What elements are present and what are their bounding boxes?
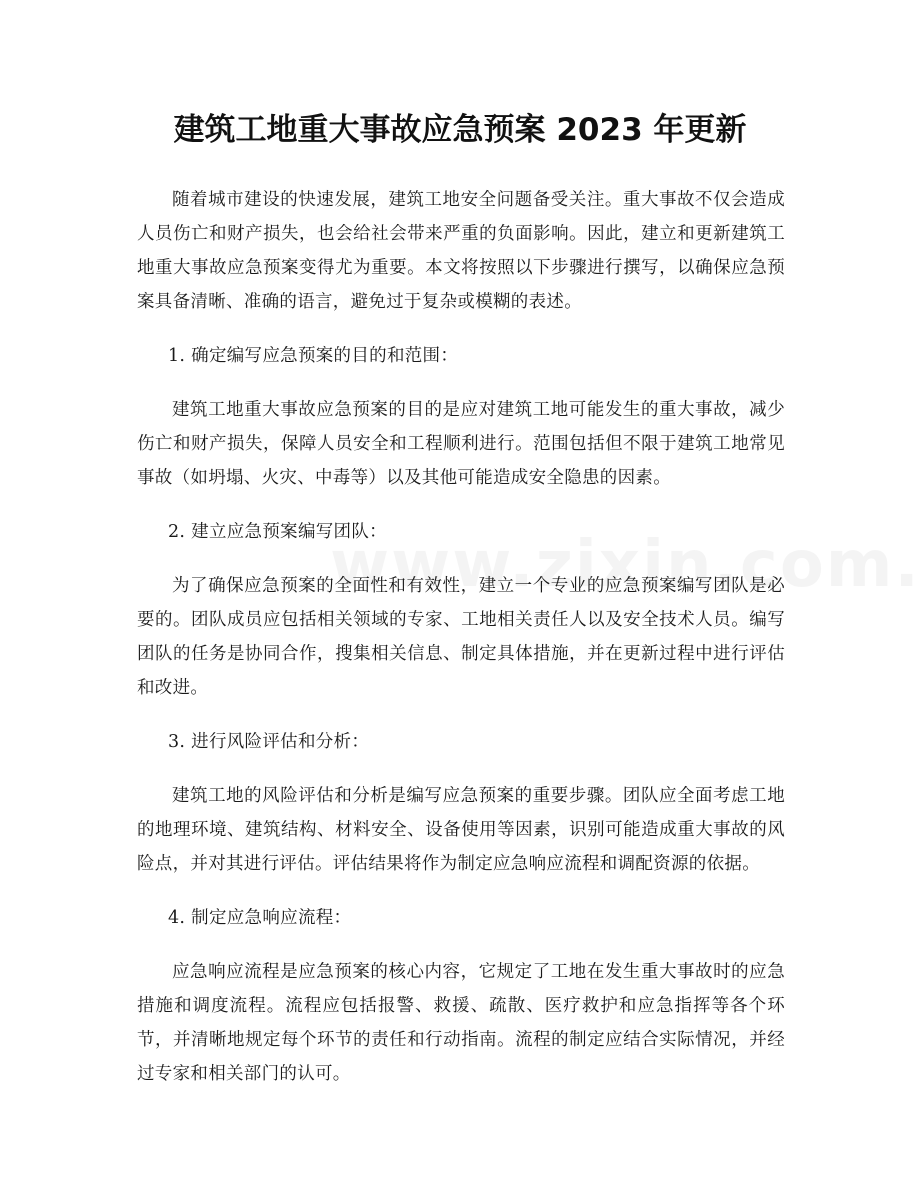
section-heading-1: 1. 确定编写应急预案的目的和范围： xyxy=(168,346,459,366)
intro-paragraph: 随着城市建设的快速发展，建筑工地安全问题备受关注。重大事故不仅会造成人员伤亡和财产损失，也会给社会带来严重的负面影响。因此，建立和更新建筑工地重大事故应急预案变得尤为重要。本文将按照以下步骤进行撰写，以确保应急预案具备清晰、准确的语言，避免过于复杂或模糊的表述。 xyxy=(137,190,785,312)
section-heading-3: 3. 进行风险评估和分析： xyxy=(168,732,370,752)
section-body-4: 应急响应流程是应急预案的核心内容，它规定了工地在发生重大事故时的应急措施和调度流程。流程应包括报警、救援、疏散、医疗救护和应急指挥等各个环节，并清晰地规定每个环节的责任和行动指南。流程的制定应结合实际情况，并经过专家和相关部门的认可。 xyxy=(137,962,785,1084)
section-body-1: 建筑工地重大事故应急预案的目的是应对建筑工地可能发生的重大事故，减少伤亡和财产损失，保障人员安全和工程顺利进行。范围包括但不限于建筑工地常见事故（如坍塌、火灾、中毒等）以及其他可能造成安全隐患的因素。 xyxy=(137,400,785,488)
section-body-2: 为了确保应急预案的全面性和有效性，建立一个专业的应急预案编写团队是必要的。团队成员应包括相关领域的专家、工地相关责任人以及安全技术人员。编写团队的任务是协同合作，搜集相关信息、制定具体措施，并在更新过程中进行评估和改进。 xyxy=(137,576,785,698)
page-title: 建筑工地重大事故应急预案 2023 年更新 xyxy=(173,112,747,148)
section-heading-4: 4. 制定应急响应流程： xyxy=(168,908,352,928)
section-heading-2: 2. 建立应急预案编写团队： xyxy=(168,522,387,542)
document-body xyxy=(137,183,785,1091)
section-body-3: 建筑工地的风险评估和分析是编写应急预案的重要步骤。团队应全面考虑工地的地理环境、建筑结构、材料安全、设备使用等因素，识别可能造成重大事故的风险点，并对其进行评估。评估结果将作为制定应急响应流程和调配资源的依据。 xyxy=(137,786,785,874)
